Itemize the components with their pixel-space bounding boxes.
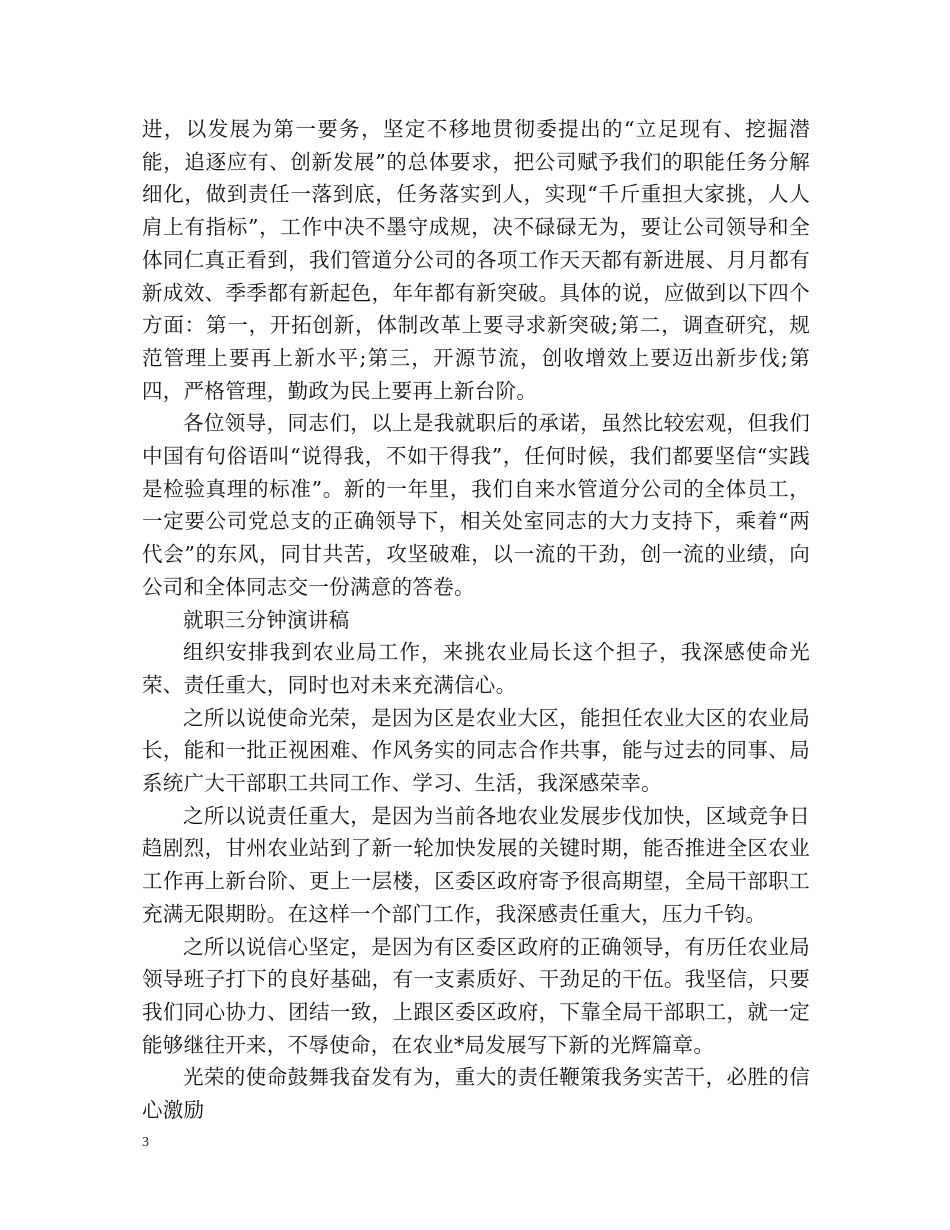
page-number: 3 — [142, 1135, 149, 1150]
paragraph-responsibility: 之所以说责任重大，是因为当前各地农业发展步伐加快，区域竞争日趋剧烈，甘州农业站到了新一轮加快发展的关键时期，能否推进全区农业工作再上新台阶、更上一层楼，区委区政府寄予很高期望，全局干部职工充满无限期盼。在这样一个部门工作，我深感责任重大，压力千钧。 — [142, 803, 810, 926]
paragraph-commitment-continued: 进，以发展为第一要务，坚定不移地贯彻委提出的“立足现有、挖掘潜能，追逐应有、创新发展”的总体要求，把公司赋予我们的职能任务分解细化，做到责任一落到底，任务落实到人，实现“千斤重担大家挑，人人肩上有指标”，工作中决不墨守成规，决不碌碌无为，要让公司领导和全体同仁真正看到，我们管道分公司的各项工作天天都有新进展、月月都有新成效、季季都有新起色，年年都有新突破。具体的说，应做到以下四个方面：第一，开拓创新，体制改革上要寻求新突破;第二，调查研究，规范管理上要再上新水平;第三，开源节流，创收增效上要迈出新步伐;第四，严格管理，勤政为民上要再上新台阶。 — [142, 117, 810, 403]
paragraph-closing-remarks: 各位领导，同志们，以上是我就职后的承诺，虽然比较宏观，但我们中国有句俗语叫“说得我，不如干得我”，任何时候，我们都要坚信“实践是检验真理的标准”。新的一年里，我们自来水管道分公司的全体员工，一定要公司党总支的正确领导下，相关处室同志的大力支持下，乘着“两代会”的东风，同甘共苦，攻坚破难，以一流的干劲，创一流的业绩，向公司和全体同志交一份满意的答卷。 — [142, 411, 810, 599]
paragraph-intro: 组织安排我到农业局工作，来挑农业局长这个担子，我深感使命光荣、责任重大，同时也对未来充满信心。 — [142, 640, 810, 697]
document-body — [142, 113, 810, 1127]
paragraph-conclusion-start: 光荣的使命鼓舞我奋发有为，重大的责任鞭策我务实苦干，必胜的信心激励 — [142, 1065, 810, 1123]
section-heading: 就职三分钟演讲稿 — [183, 607, 350, 632]
paragraph-mission-honor: 之所以说使命光荣，是因为区是农业大区，能担任农业大区的农业局长，能和一批正视困难、作风务实的同志合作共事，能与过去的同事、局系统广大干部职工共同工作、学习、生活，我深感荣幸。 — [142, 705, 810, 796]
paragraph-confidence: 之所以说信心坚定，是因为有区委区政府的正确领导，有历任农业局领导班子打下的良好基础，有一支素质好、干劲足的干伍。我坚信，只要我们同心协力、团结一致，上跟区委区政府，下靠全局干部职工，就一定能够继往开来，不辱使命，在农业*局发展写下新的光辉篇章。 — [142, 934, 810, 1057]
